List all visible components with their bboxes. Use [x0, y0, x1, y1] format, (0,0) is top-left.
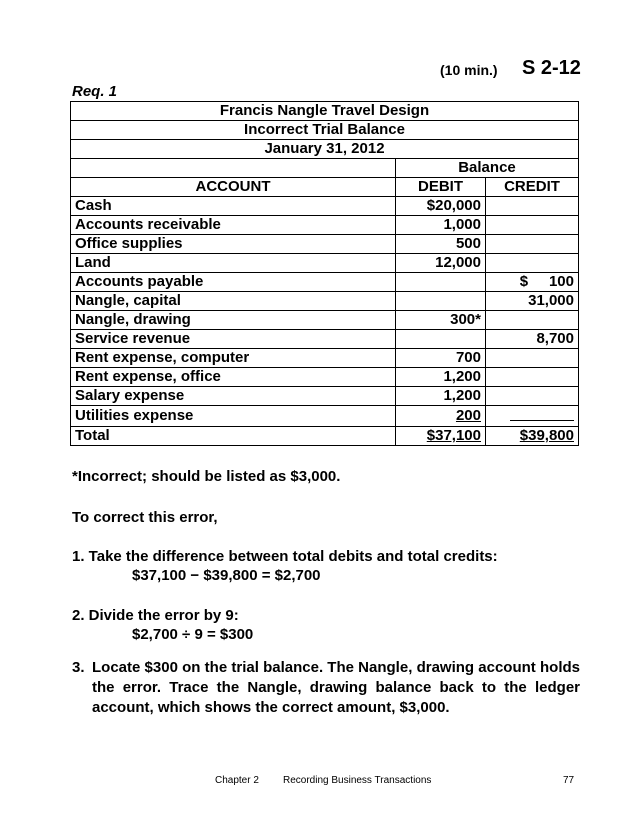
credit-cell	[486, 254, 579, 273]
account-cell: Service revenue	[71, 330, 396, 349]
credit-cell	[486, 235, 579, 254]
debit-cell	[396, 197, 486, 216]
title-row	[71, 102, 579, 121]
page-number: 77	[563, 775, 575, 786]
time-estimate: (10 min.)	[440, 62, 498, 78]
debit-cell	[396, 349, 486, 368]
debit-cell	[396, 292, 486, 311]
debit-cell	[396, 406, 486, 427]
credit-value: 8,700	[536, 330, 574, 347]
balance-header: Balance	[396, 159, 579, 178]
account-cell: Rent expense, office	[71, 368, 396, 387]
footnote: *Incorrect; should be listed as $3,000.	[72, 468, 341, 485]
debit-value: 12,000	[435, 254, 481, 271]
debit-value: 1,200	[443, 368, 481, 385]
account-cell: Accounts receivable	[71, 216, 396, 235]
underline-rule	[510, 406, 574, 421]
debit-value: 200	[455, 407, 481, 424]
statement-name: Incorrect Trial Balance	[71, 121, 579, 140]
debit-value: 500	[455, 235, 481, 252]
table-row	[71, 216, 579, 235]
account-cell: Accounts payable	[71, 273, 396, 292]
debit-cell	[396, 427, 486, 446]
debit-value: 1,200	[443, 387, 481, 404]
requirement-label: Req. 1	[72, 83, 118, 100]
credit-cell	[486, 330, 579, 349]
column-header-row	[71, 178, 579, 197]
blank-cell	[71, 159, 396, 178]
credit-header: CREDIT	[486, 178, 579, 197]
credit-cell	[486, 406, 579, 427]
account-cell: Nangle, capital	[71, 292, 396, 311]
debit-cell	[396, 273, 486, 292]
credit-cell	[486, 387, 579, 406]
table-row	[71, 368, 579, 387]
credit-value: 31,000	[528, 292, 574, 309]
debit-header: DEBIT	[396, 178, 486, 197]
debit-cell	[396, 387, 486, 406]
intro-text: To correct this error,	[72, 509, 218, 526]
credit-cell	[486, 197, 579, 216]
footer-chapter: Chapter 2	[215, 775, 259, 786]
credit-cell	[486, 311, 579, 330]
account-header: ACCOUNT	[71, 178, 396, 197]
table-row	[71, 254, 579, 273]
statement-date: January 31, 2012	[71, 140, 579, 159]
debit-cell	[396, 368, 486, 387]
debit-value: $20,000	[426, 197, 481, 214]
table-row	[71, 197, 579, 216]
table-row	[71, 330, 579, 349]
debit-cell	[396, 216, 486, 235]
credit-value: $39,800	[519, 427, 574, 444]
debit-cell	[396, 254, 486, 273]
step-1-text: 1. Take the difference between total debits and total credits:	[72, 548, 498, 565]
footer-title: Recording Business Transactions	[283, 775, 432, 786]
step-3-number: 3.	[72, 659, 85, 676]
account-cell: Nangle, drawing	[71, 311, 396, 330]
step-2-text: 2. Divide the error by 9:	[72, 607, 239, 624]
company-name: Francis Nangle Travel Design	[71, 102, 579, 121]
exercise-number: S 2-12	[522, 57, 581, 79]
step-2-formula: $2,700 ÷ 9 = $300	[132, 626, 254, 643]
account-cell: Office supplies	[71, 235, 396, 254]
balance-header-row	[71, 159, 579, 178]
table-row	[71, 427, 579, 446]
table-row	[71, 292, 579, 311]
debit-cell	[396, 311, 486, 330]
table-row	[71, 273, 579, 292]
account-cell: Total	[71, 427, 396, 446]
credit-cell	[486, 216, 579, 235]
title-row	[71, 140, 579, 159]
account-cell: Land	[71, 254, 396, 273]
table-row	[71, 311, 579, 330]
debit-cell	[396, 330, 486, 349]
title-row	[71, 121, 579, 140]
account-cell: Rent expense, computer	[71, 349, 396, 368]
step-3-text: Locate $300 on the trial balance. The Nangle, drawing account holds the error. Trace the Nangle, drawing balance back to the ledger account, which shows the correct amount, $3,000.	[92, 659, 580, 716]
table-row	[71, 349, 579, 368]
table-row	[71, 406, 579, 427]
account-cell: Salary expense	[71, 387, 396, 406]
debit-cell	[396, 235, 486, 254]
trial-balance-table	[70, 101, 579, 446]
debit-value: 300*	[450, 311, 481, 328]
credit-cell	[486, 349, 579, 368]
account-cell: Cash	[71, 197, 396, 216]
step-3	[72, 658, 580, 718]
credit-cell	[486, 292, 579, 311]
credit-cell	[486, 427, 579, 446]
credit-cell	[486, 368, 579, 387]
credit-cell	[486, 273, 579, 292]
step-1-formula: $37,100 − $39,800 = $2,700	[132, 567, 321, 584]
table-row	[71, 387, 579, 406]
credit-value: $ 100	[519, 273, 574, 290]
debit-value: 1,000	[443, 216, 481, 233]
debit-value: $37,100	[426, 427, 481, 444]
debit-value: 700	[455, 349, 481, 366]
table-row	[71, 235, 579, 254]
account-cell: Utilities expense	[71, 406, 396, 427]
